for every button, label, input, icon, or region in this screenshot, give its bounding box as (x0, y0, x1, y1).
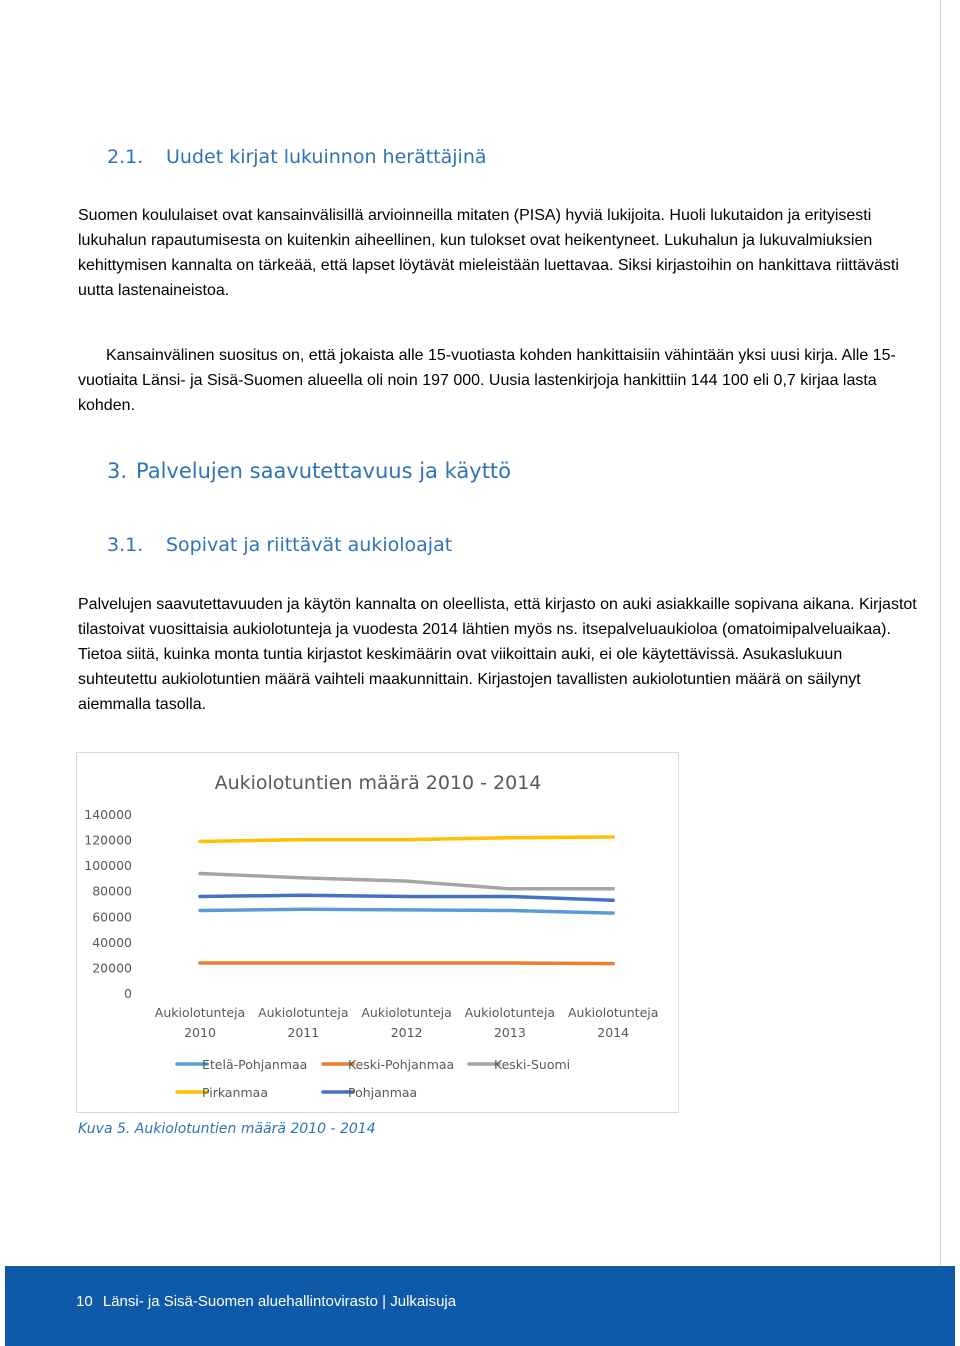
x-category-label (361, 1005, 451, 1040)
y-tick-label: 0 (124, 986, 132, 1001)
x-category-label-line: Aukiolotunteja (258, 1005, 349, 1020)
chart-container (76, 752, 679, 1113)
legend-label: Keski-Pohjanmaa (348, 1057, 455, 1072)
section-3-1-number: 3.1. (107, 534, 144, 556)
series-line (200, 837, 613, 842)
y-tick-label: 20000 (92, 960, 132, 976)
line-chart (77, 753, 680, 1114)
footer-publication-title: Länsi- ja Sisä-Suomen aluehallintovirasto | Julkaisuja (102, 1293, 457, 1310)
section-2-1-heading (107, 146, 487, 168)
series-line (200, 874, 613, 889)
footer (76, 1293, 462, 1310)
series-line (200, 909, 613, 913)
series-line (200, 963, 613, 964)
y-tick-label: 120000 (84, 832, 132, 848)
section-2-1-title: Uudet kirjat lukuinnon herättäjinä (166, 146, 487, 168)
legend-label: Etelä-Pohjanmaa (202, 1057, 308, 1072)
y-tick-label: 140000 (84, 807, 132, 822)
legend-label: Pirkanmaa (202, 1085, 268, 1100)
footer-page-number: 10 (76, 1293, 93, 1310)
section-3-number: 3. (107, 459, 128, 483)
section-2-1-paragraph-1: Suomen koululaiset ovat kansainvälisillä arvioinneilla mitaten (PISA) hyviä lukijoita. Huoli lukutaidon ja erityisesti lukuhalun rapautumisesta on kuitenkin aiheellinen, kun tulokset ovat heikentyneet. Lukuhalun ja lukuvalmiuksien kehittymisen kannalta on tärkeää, että lapset löytävät mieleistään luettavaa. Siksi kirjastoihin on hankittava riittävästi uutta lastenaineistoa. (78, 207, 899, 299)
section-3-heading (107, 459, 511, 483)
legend-label: Keski-Suomi (494, 1057, 571, 1072)
y-tick-label: 60000 (92, 909, 132, 925)
x-category-label-line: Aukiolotunteja (464, 1005, 556, 1020)
y-tick-label: 100000 (84, 858, 132, 874)
figure-caption: Kuva 5. Aukiolotuntien määrä 2010 - 2014 (78, 1121, 376, 1137)
x-category-label-line: Aukiolotunteja (567, 1005, 659, 1020)
x-category-label (568, 1005, 658, 1040)
x-category-label-line: 2013 (493, 1025, 526, 1040)
x-category-label-line: 2014 (597, 1025, 630, 1040)
series-line (200, 895, 613, 900)
y-tick-label: 80000 (92, 883, 132, 899)
x-category-label-line: 2011 (287, 1025, 320, 1040)
x-category-label-line: 2012 (390, 1025, 423, 1040)
y-tick-label: 40000 (92, 934, 132, 950)
x-category-label-line: Aukiolotunteja (361, 1005, 452, 1020)
section-2-1-paragraph-2: Kansainvälinen suositus on, että jokaista alle 15-vuotiasta kohden hankittaisiin vähintään yksi uusi kirja. Alle 15-vuotiaita Länsi- ja Sisä-Suomen alueella oli noin 197 000. Uusia lastenkirjoja hankittiin 144 100 eli 0,7 kirjaa lasta kohden. (78, 347, 896, 414)
section-3-title: Palvelujen saavutettavuus ja käyttö (136, 459, 512, 483)
page-edge-line (940, 0, 941, 1265)
section-3-1-heading (107, 534, 452, 556)
x-category-label (465, 1005, 555, 1040)
legend-label: Pohjanmaa (348, 1085, 418, 1100)
section-3-1-title: Sopivat ja riittävät aukioloajat (166, 534, 453, 556)
chart-title: Aukiolotuntien määrä 2010 - 2014 (214, 772, 542, 794)
section-2-1-number: 2.1. (107, 146, 144, 168)
x-category-label-line: Aukiolotunteja (154, 1005, 246, 1020)
x-category-label (155, 1005, 245, 1040)
x-category-label-line: 2010 (184, 1025, 216, 1040)
section-3-1-paragraph: Palvelujen saavutettavuuden ja käytön kannalta on oleellista, että kirjasto on auki asiakkaille sopivana aikana. Kirjastot tilastoivat vuosittaisia aukiolotunteja ja vuodesta 2014 lähtien myös ns. itsepalveluaukioloa (omatoimipalveluaikaa). Tietoa siitä, kuinka monta tuntia kirjastot keskimäärin ovat viikoittain auki, ei ole käytettävissä. Asukaslukuun suhteutettu aukiolotuntien määrä vaihteli maakunnittain. Kirjastojen tavallisten aukiolotuntien määrä on säilynyt aiemmalla tasolla. (78, 596, 917, 713)
x-category-label (258, 1005, 348, 1040)
